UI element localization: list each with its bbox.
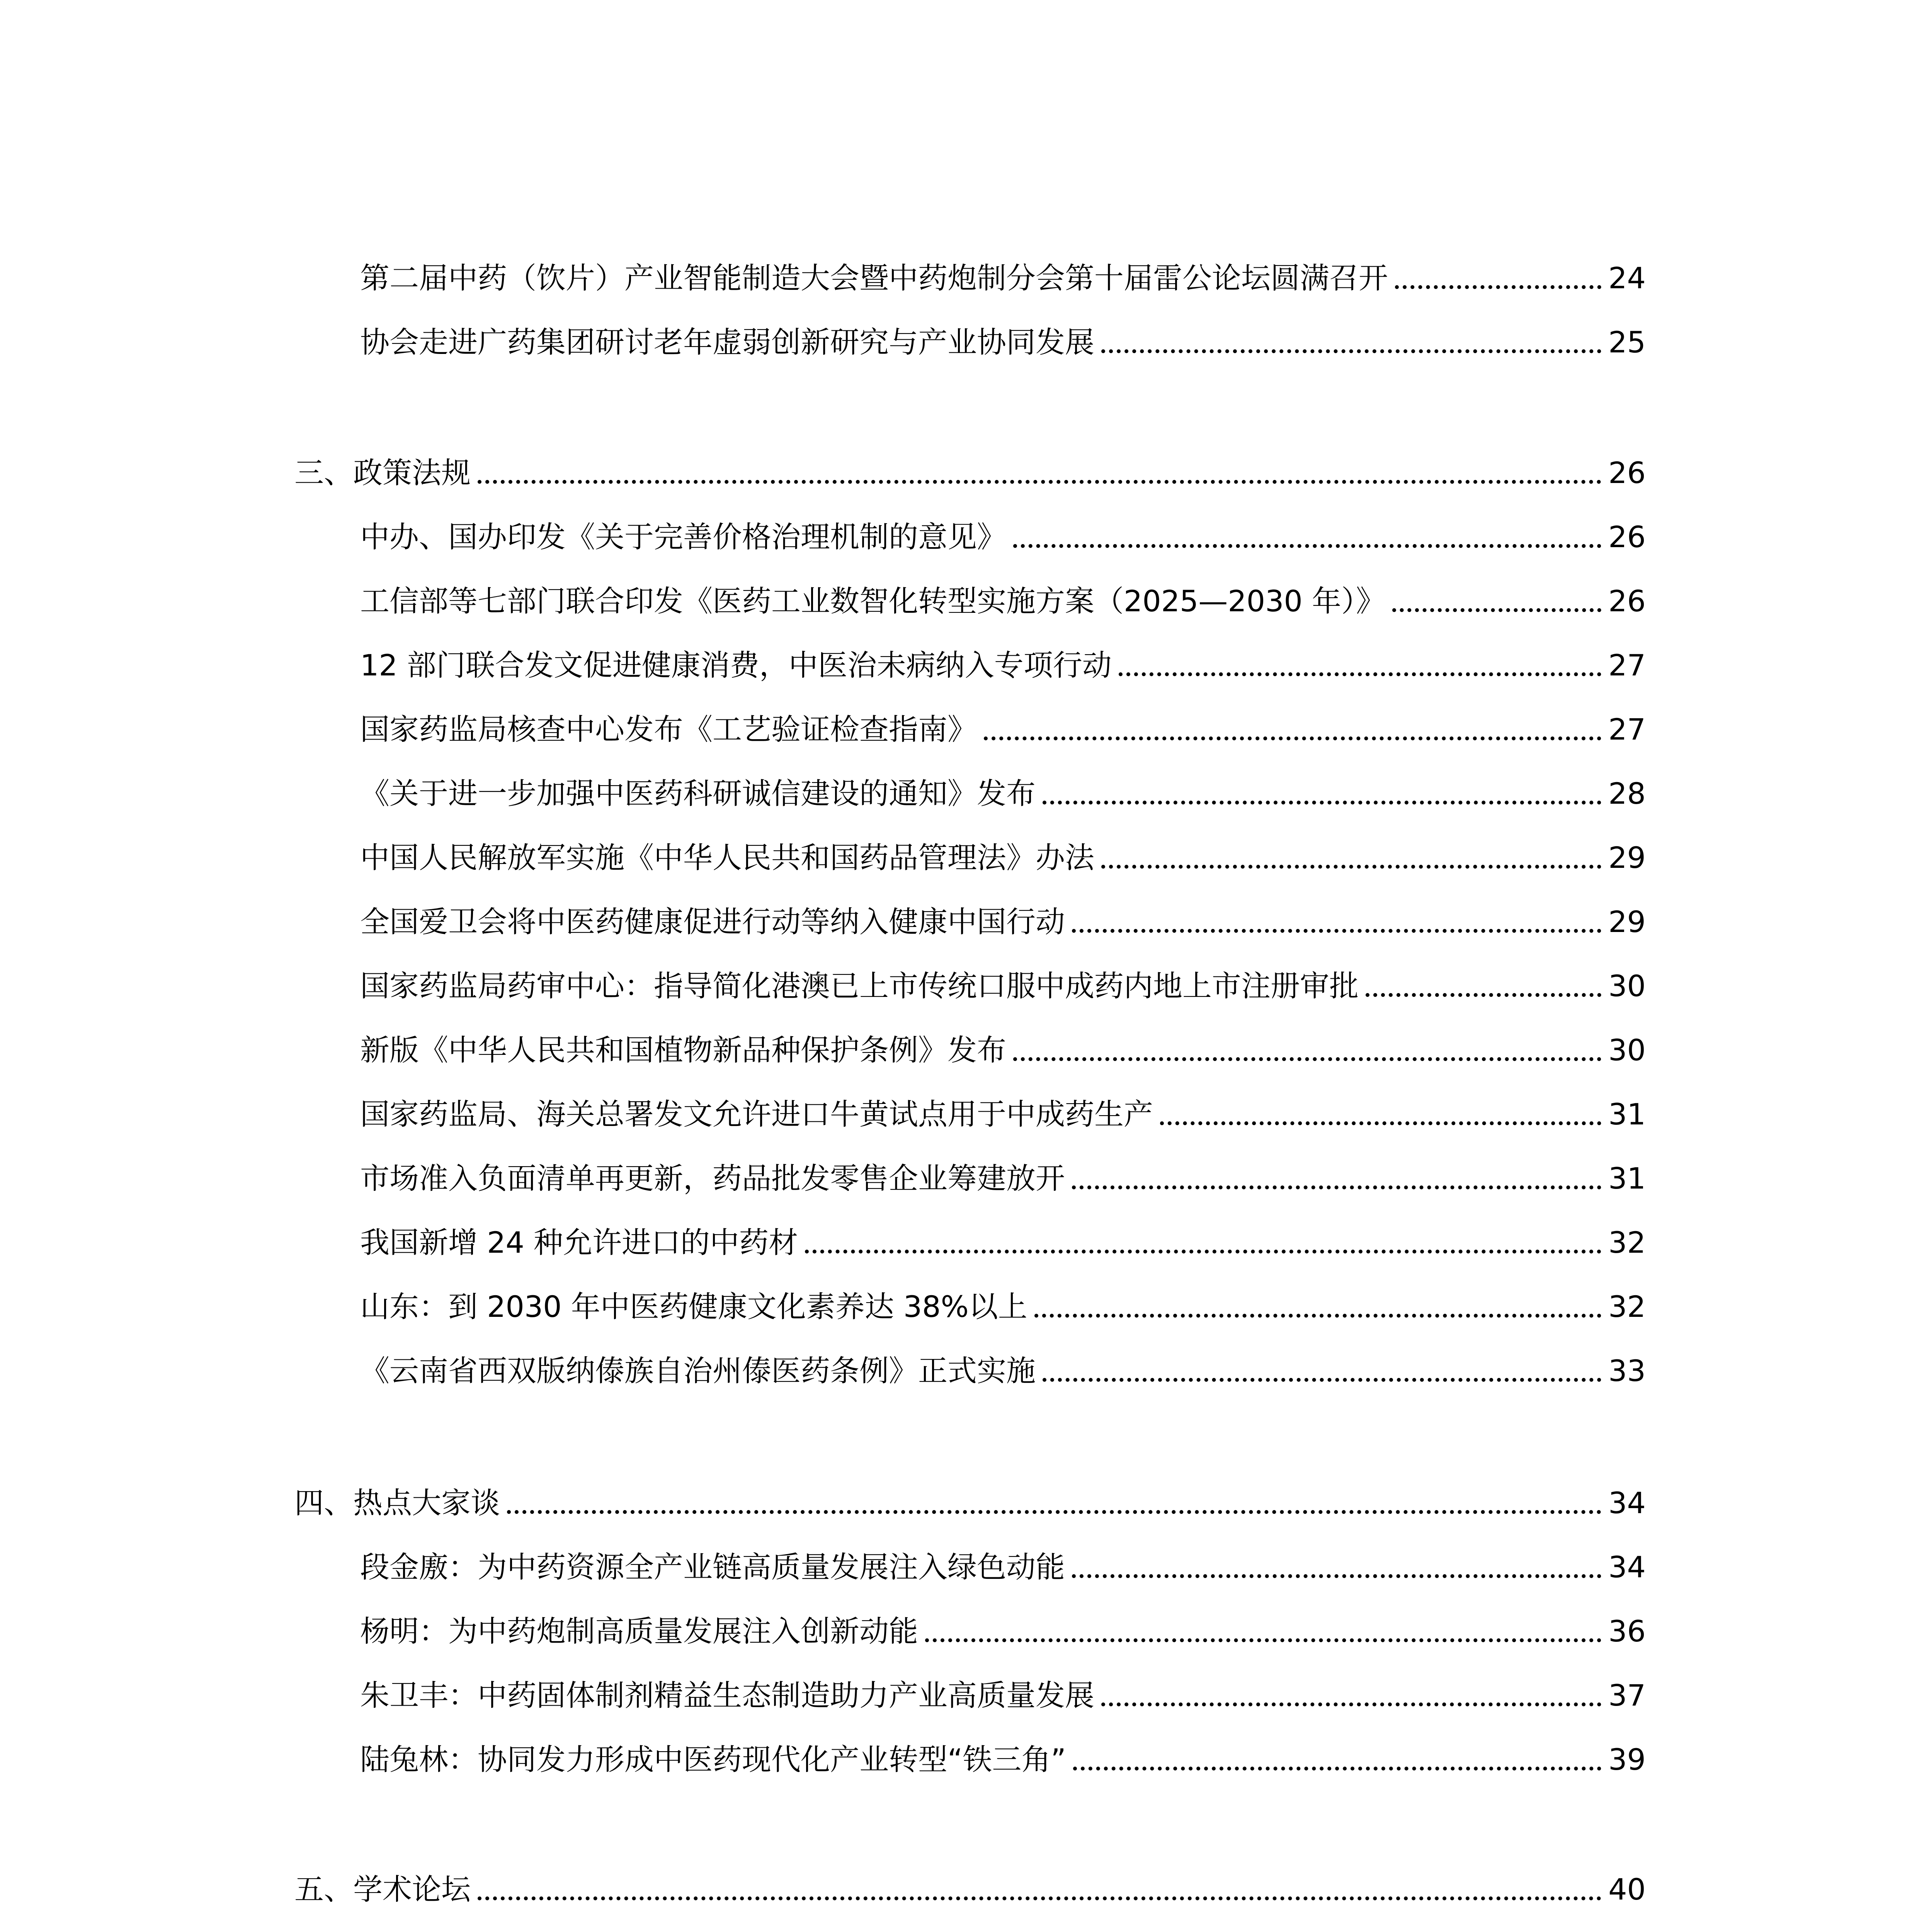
toc-entry[interactable] [360,506,1646,556]
toc-dot-leader [1366,993,1601,997]
toc-entry[interactable] [360,311,1646,362]
toc-entry-page: 31 [1608,1097,1646,1131]
toc-dot-leader [1013,544,1601,548]
toc-entry-page: 40 [1608,1872,1646,1906]
toc-entry[interactable] [360,1276,1646,1326]
toc-entry-page: 37 [1608,1678,1646,1713]
toc-dot-leader [1043,801,1601,804]
toc-entry[interactable] [360,1148,1646,1198]
toc-entry[interactable] [360,1212,1646,1262]
toc-entry-page: 30 [1608,969,1646,1003]
toc-entry[interactable] [294,1923,1646,1932]
toc-entry-title: 三、政策法规 [294,456,471,490]
toc-entry-title: 山东：到 2030 年中医药健康文化素养达 38%以上 [360,1289,1027,1324]
toc-entry-page: 27 [1608,712,1646,747]
toc-entry-page: 26 [1608,520,1646,554]
toc-entry-title: 《关于进一步加强中医药科研诚信建设的通知》发布 [360,776,1036,811]
toc-entry-page: 28 [1608,776,1646,811]
toc-dot-leader [478,480,1601,484]
toc-entry[interactable] [360,1340,1646,1390]
toc-entry-title: 五、学术论坛 [294,1872,471,1906]
toc-dot-leader [1072,929,1601,933]
toc-entry-title: 工信部等七部门联合印发《医药工业数智化转型实施方案（2025—2030 年）》 [360,584,1385,618]
toc-entry-title: 中国人民解放军实施《中华人民共和国药品管理法》办法 [360,840,1094,875]
toc-entry-page: 29 [1608,840,1646,875]
toc-entry-page: 31 [1608,1161,1646,1196]
toc-entry-page: 29 [1608,905,1646,939]
toc-entry-page: 39 [1608,1742,1646,1777]
toc-dot-leader [1034,1314,1601,1318]
toc-entry-title: 《云南省西双版纳傣族自治州傣医药条例》正式实施 [360,1354,1036,1388]
toc-entry[interactable] [360,634,1646,685]
toc-entry-title: 协会走进广药集团研讨老年虚弱创新研究与产业协同发展 [360,325,1094,359]
toc-entry-title: 四、热点大家谈 [294,1486,500,1520]
toc-dot-leader [1013,1057,1601,1061]
toc-entry-page: 32 [1608,1289,1646,1324]
toc-dot-leader [1392,608,1601,612]
toc-entry-page: 25 [1608,325,1646,359]
toc-entry[interactable] [360,955,1646,1005]
toc-entry-title: 第二届中药（饮片）产业智能制造大会暨中药炮制分会第十届雷公论坛圆满召开 [360,261,1388,295]
toc-entry-page: 36 [1608,1614,1646,1648]
toc-entry-title: 杨明：为中药炮制高质量发展注入创新动能 [360,1614,918,1648]
toc-entry[interactable] [360,1729,1646,1779]
toc-entry-title: 全国爱卫会将中医药健康促进行动等纳入健康中国行动 [360,905,1065,939]
toc-entry-title: 朱卫丰：中药固体制剂精益生态制造助力产业高质量发展 [360,1678,1094,1713]
toc-entry[interactable] [360,699,1646,749]
toc-dot-leader [1043,1378,1601,1382]
toc-entry-page: 34 [1608,1550,1646,1584]
toc-dot-leader [1119,672,1601,676]
toc-entry[interactable] [360,827,1646,877]
toc-entry-title: 国家药监局药审中心：指导简化港澳已上市传统口服中成药内地上市注册审批 [360,969,1359,1003]
toc-entry[interactable] [360,1019,1646,1070]
toc-entry[interactable] [360,891,1646,941]
toc-dot-leader [805,1250,1601,1253]
toc-entry-title: 国家药监局核查中心发布《工艺验证检查指南》 [360,712,977,747]
toc-section-heading[interactable] [294,1472,1646,1522]
toc-dot-leader [1101,349,1601,353]
toc-dot-leader [1072,1574,1601,1578]
toc-dot-leader [1073,1767,1602,1770]
toc-entry[interactable] [360,763,1646,813]
toc-entry-page: 26 [1608,584,1646,618]
toc-entry[interactable] [360,1665,1646,1715]
toc-entry[interactable] [360,1600,1646,1651]
toc-entry[interactable] [360,247,1646,298]
toc-entry[interactable] [360,1536,1646,1587]
toc-entry-page: 24 [1608,261,1646,295]
toc-dot-leader [1101,865,1601,869]
toc-dot-leader [1101,1702,1601,1706]
toc-entry-title: 国家药监局、海关总署发文允许进口牛黄试点用于中成药生产 [360,1097,1153,1131]
toc-entry[interactable] [360,1083,1646,1134]
toc-dot-leader [478,1896,1601,1900]
toc-entry-title: 12 部门联合发文促进健康消费，中医治未病纳入专项行动 [360,648,1112,682]
toc-entry-title: 我国新增 24 种允许进口的中药材 [360,1225,798,1260]
toc-entry-page: 34 [1608,1486,1646,1520]
toc-dot-leader [1395,285,1601,289]
toc-section-heading[interactable] [294,442,1646,492]
toc-entry-title: 新版《中华人民共和国植物新品种保护条例》发布 [360,1033,1006,1067]
toc-section-heading[interactable] [294,1859,1646,1909]
toc-dot-leader [1072,1185,1601,1189]
toc-dot-leader [507,1510,1601,1514]
toc-entry-title: 陆兔林：协同发力形成中医药现代化产业转型“铁三角” [360,1742,1066,1777]
toc-entry-page: 26 [1608,456,1646,490]
toc-entry[interactable] [360,570,1646,621]
toc-entry-page: 33 [1608,1354,1646,1388]
toc-entry-page: 30 [1608,1033,1646,1067]
toc-dot-leader [1160,1121,1601,1125]
toc-entry-page: 32 [1608,1225,1646,1260]
toc-dot-leader [925,1638,1601,1642]
toc-entry-title: 市场准入负面清单再更新，药品批发零售企业筹建放开 [360,1161,1065,1196]
toc-entry-title: 中办、国办印发《关于完善价格治理机制的意见》 [360,520,1006,554]
toc-entry-page: 27 [1608,648,1646,682]
toc-entry-title: 段金廒：为中药资源全产业链高质量发展注入绿色动能 [360,1550,1065,1584]
toc-dot-leader [984,736,1601,740]
